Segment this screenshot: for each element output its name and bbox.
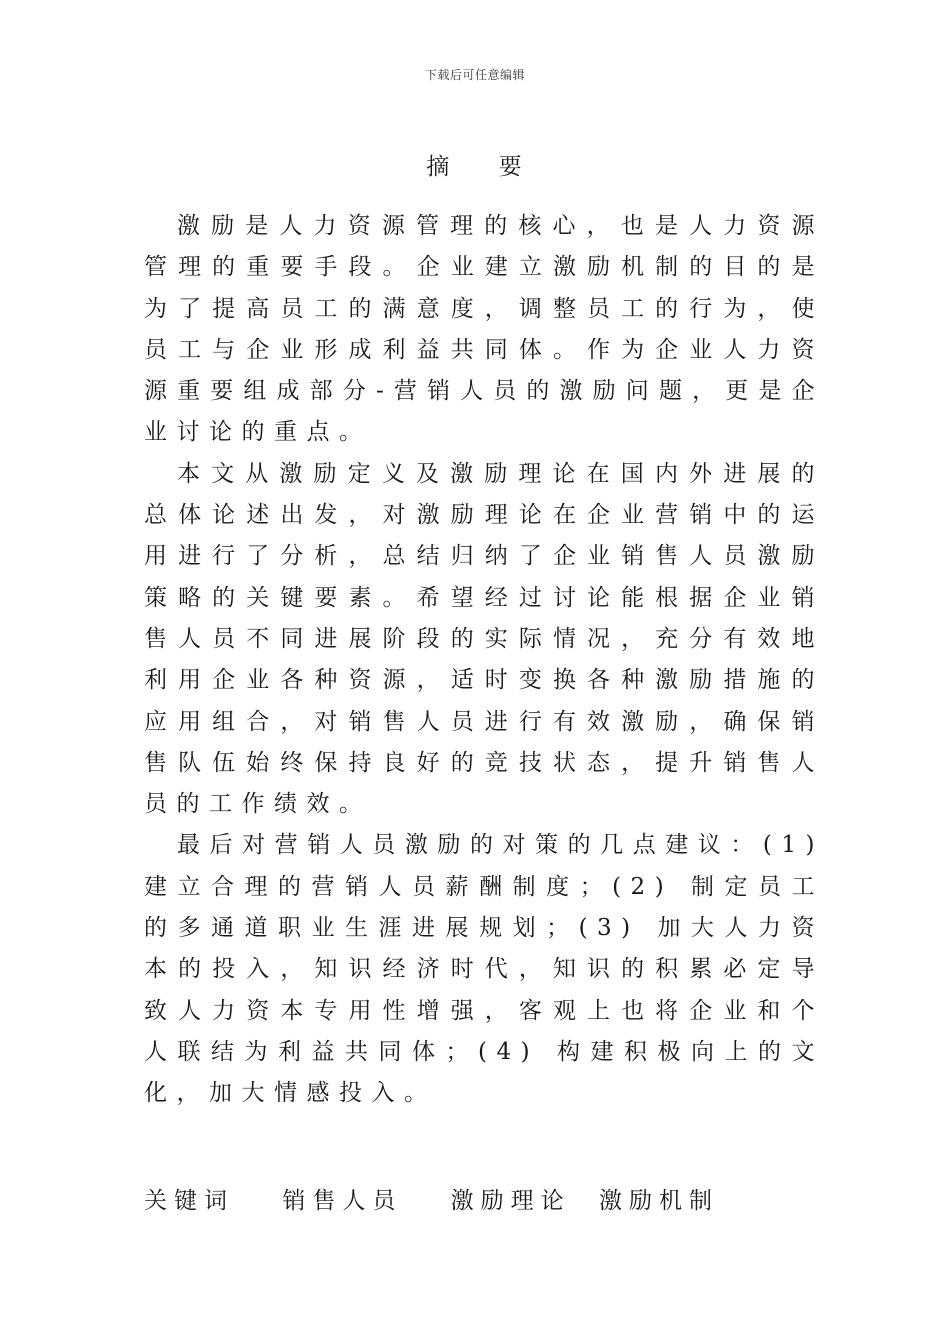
abstract-paragraph-1: 激励是人力资源管理的核心，也是人力资源管理的重要手段。企业建立激励机制的目的是为了提高员工的满意度，调整员工的行为，使员工与企业形成利益共同体。作为企业人力资源重要组成部分-营销人员的激励问题，更是企业讨论的重点。 bbox=[144, 213, 824, 446]
keyword-item: 激励理论 bbox=[450, 1188, 571, 1214]
document-title: 摘 要 bbox=[426, 154, 524, 180]
keywords-label: 关键词 bbox=[144, 1188, 234, 1214]
keywords-line bbox=[144, 1182, 844, 1215]
abstract-body bbox=[144, 206, 824, 1115]
keyword-item: 销售人员 bbox=[282, 1188, 403, 1214]
keyword-item: 激励机制 bbox=[598, 1188, 719, 1214]
abstract-paragraph-3: 最后对营销人员激励的对策的几点建议：(1)建立合理的营销人员薪酬制度；(2) 制定员工的多通道职业生涯进展规划；(3) 加大人力资本的投入，知识经济时代，知识的积累必定导致人力资本专用性增强，客观上也将企业和个人联结为利益共同体；(4) 构建积极向上的文化，加大情感投入。 bbox=[144, 832, 824, 1107]
abstract-paragraph-2: 本文从激励定义及激励理论在国内外进展的总体论述出发，对激励理论在企业营销中的运用进行了分析，总结归纳了企业销售人员激励策略的关键要素。希望经过讨论能根据企业销售人员不同进展阶段的实际情况，充分有效地利用企业各种资源，适时变换各种激励措施的应用组合，对销售人员进行有效激励，确保销售队伍始终保持良好的竞技状态，提升销售人员的工作绩效。 bbox=[144, 460, 824, 818]
page-header-note: 下载后可任意编辑 bbox=[424, 68, 525, 82]
